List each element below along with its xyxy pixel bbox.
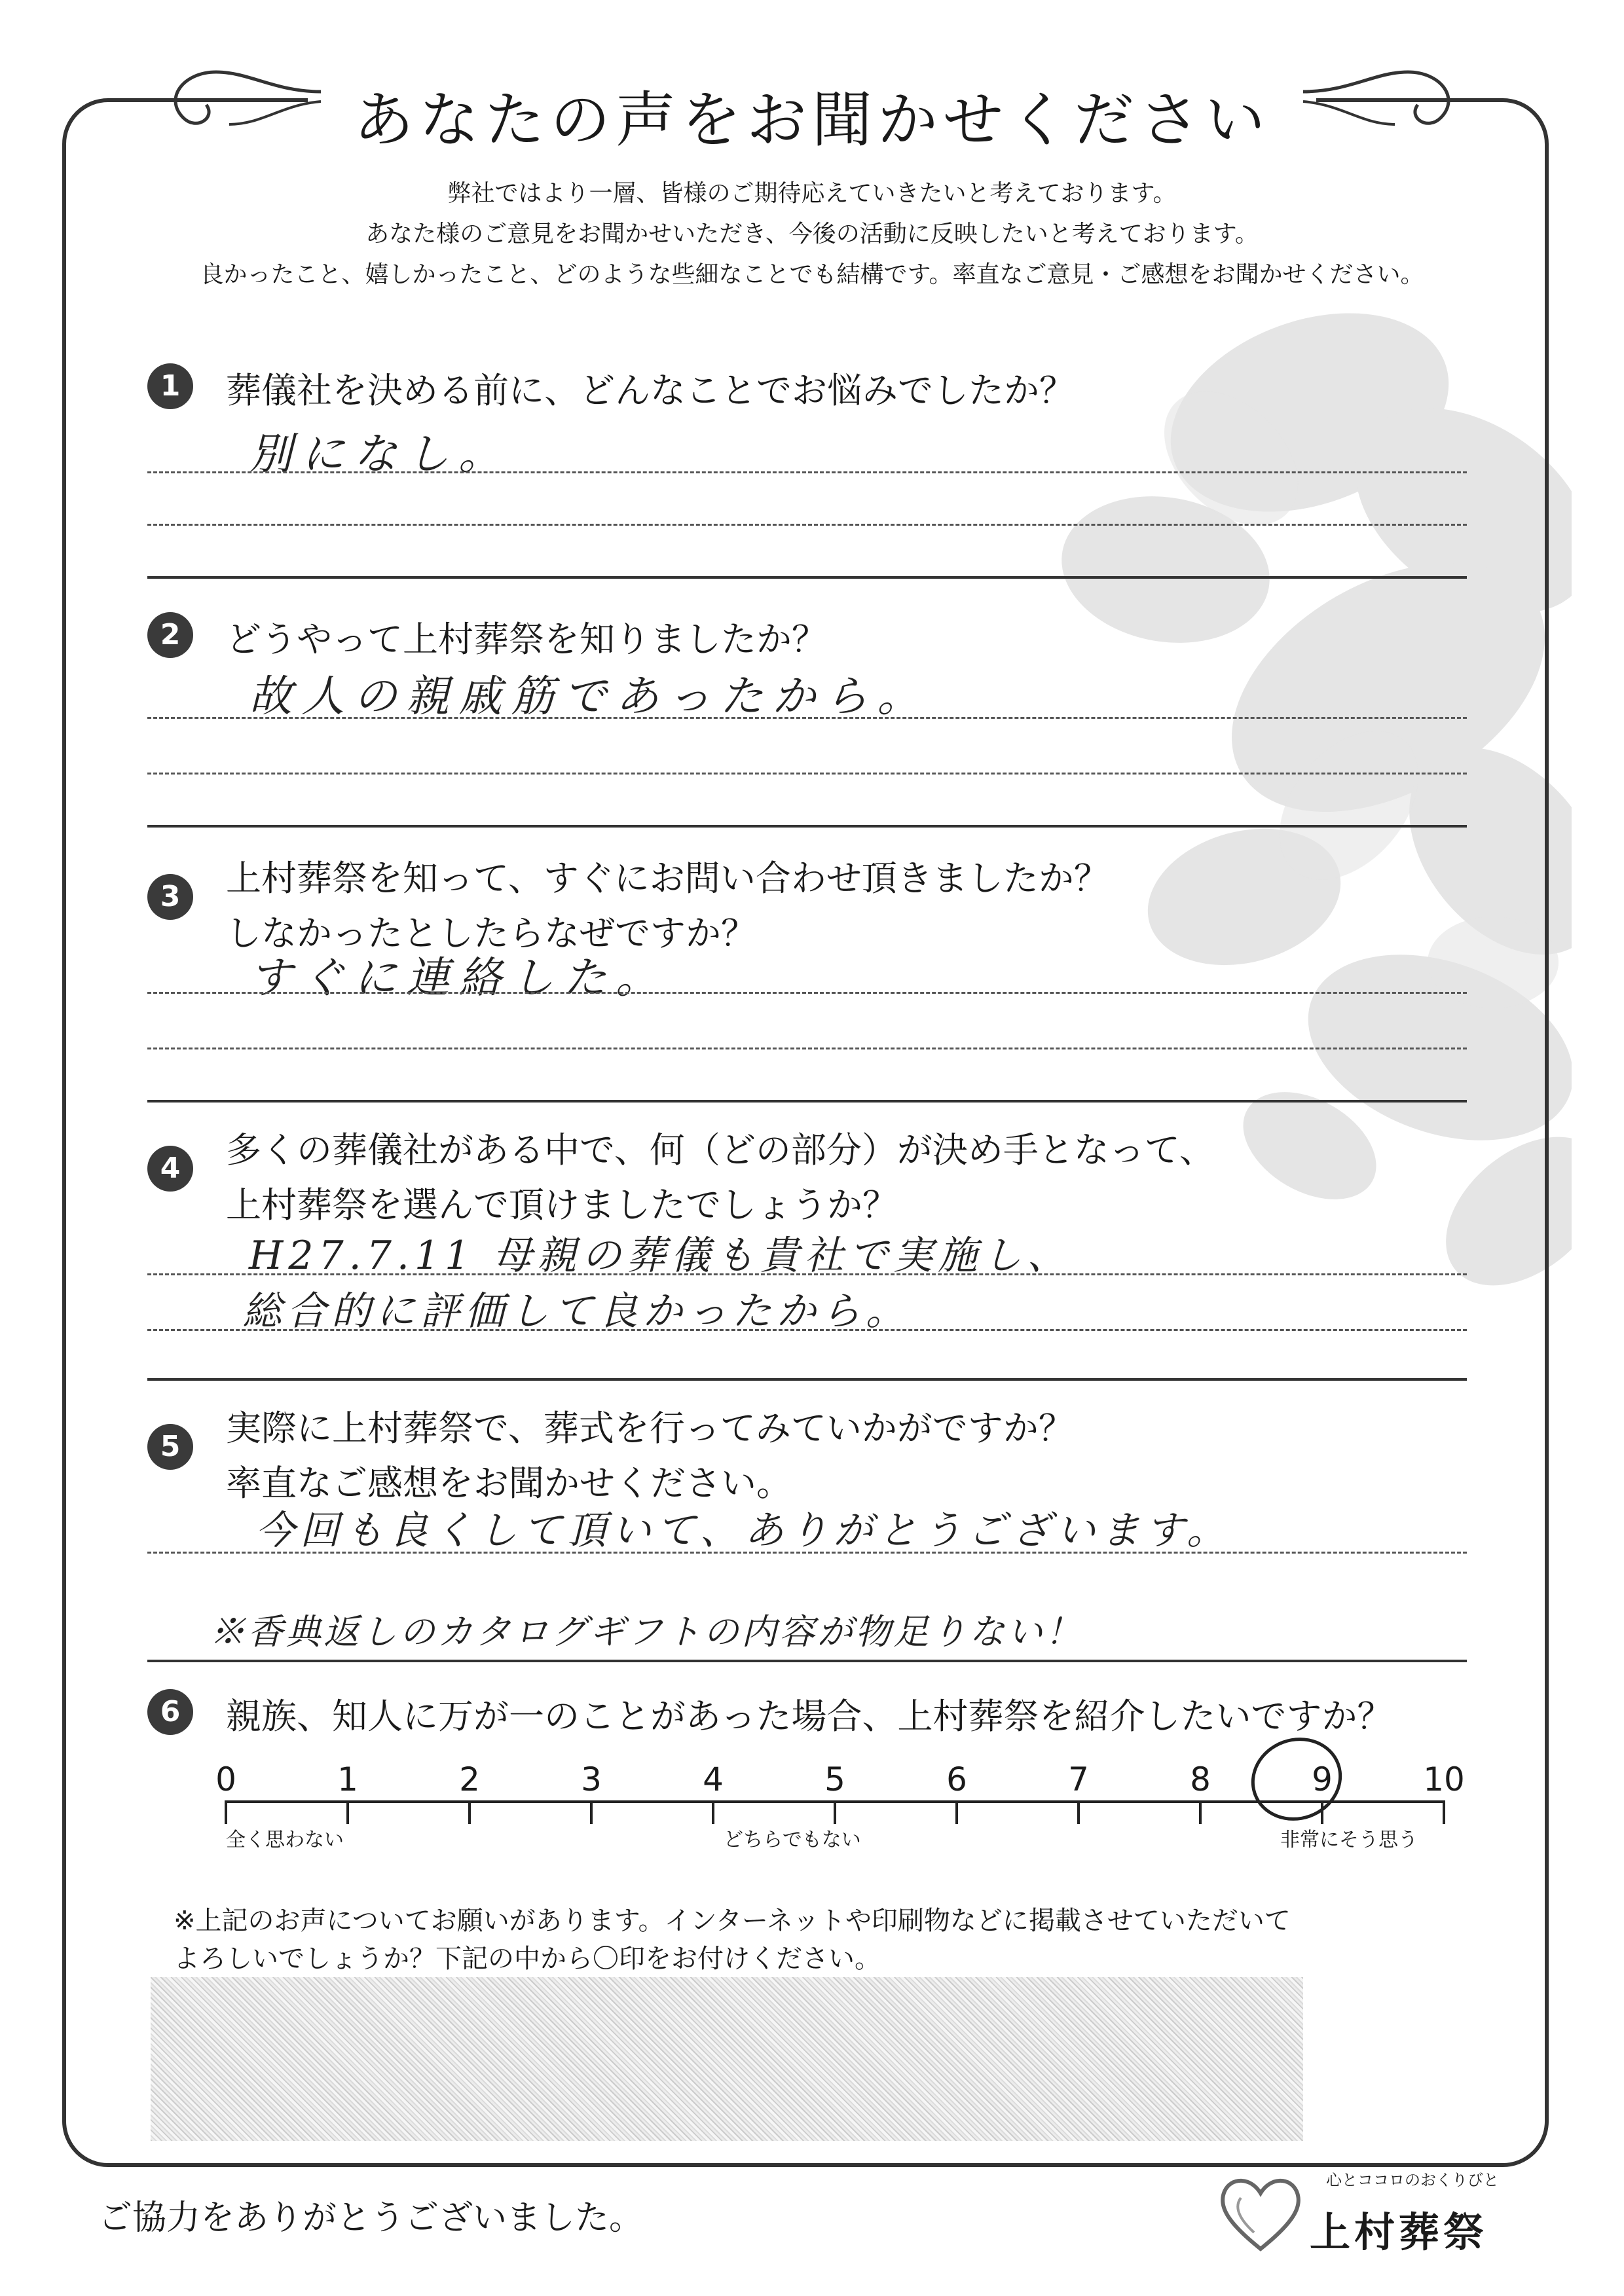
question-number-badge: 3: [147, 874, 193, 920]
rating-tick-6[interactable]: [931, 1761, 983, 1824]
answer-2-line-1: 故人の親戚筋であったから。: [249, 671, 930, 721]
rating-tick-8[interactable]: [1174, 1761, 1227, 1824]
question-number-badge: 4: [147, 1146, 193, 1192]
scale-high-label: 非常にそう思う: [1280, 1829, 1418, 1851]
rating-tick-4[interactable]: [687, 1761, 739, 1824]
rating-label: 10: [1423, 1760, 1465, 1798]
answer-line: [147, 773, 1467, 774]
question-number-badge: 1: [147, 363, 193, 409]
rating-tick-3[interactable]: [565, 1761, 618, 1824]
rating-tick-5[interactable]: [809, 1761, 861, 1824]
rating-tick-0[interactable]: [200, 1761, 252, 1824]
rating-label: 5: [824, 1760, 845, 1798]
rating-label: 8: [1190, 1760, 1211, 1798]
section-divider: [147, 576, 1467, 579]
note-line-1: ※上記のお声についてお願いがあります。インターネットや印刷物などに掲載させていただいて: [174, 1906, 1291, 1936]
question-text-line-1: 多くの葬儀社がある中で、何（どの部分）が決め手となって、: [226, 1129, 1215, 1171]
rating-tick-2[interactable]: [443, 1761, 496, 1824]
answer-line: [147, 1048, 1467, 1049]
rating-label: 1: [337, 1760, 358, 1798]
scale-mid-label: どちらでもない: [724, 1829, 861, 1851]
rating-label: 2: [459, 1760, 480, 1798]
question-text-line-2: 上村葬祭を選んで頂けましたでしょうか？: [226, 1184, 898, 1226]
section-divider: [147, 1378, 1467, 1381]
rating-tick-1[interactable]: [322, 1761, 374, 1824]
question-text: 葬儀社を決める前に、どんなことでお悩みでしたか？: [226, 370, 1075, 411]
question-text-line-1: 実際に上村葬祭で、葬式を行ってみていかがですか？: [226, 1408, 1074, 1449]
question-text-line-2: 率直なご感想をお聞かせください。: [226, 1463, 792, 1504]
rating-label: 3: [581, 1760, 602, 1798]
question-text-line-2: しなかったとしたらなぜですか？: [226, 913, 756, 954]
answer-line: [147, 717, 1467, 719]
publication-consent-note: [174, 1902, 1291, 1978]
section-divider: [147, 1100, 1467, 1102]
question-number-badge: 6: [147, 1689, 193, 1735]
intro-line-1: 弊社ではより一層、皆様のご期待応えていきたいと考えております。: [447, 180, 1177, 207]
answer-line: [147, 1329, 1467, 1331]
answer-3-line-1: すぐに連絡した。: [249, 953, 668, 1003]
section-divider: [147, 825, 1467, 828]
answer-line: [147, 992, 1467, 994]
answer-line: [147, 1552, 1467, 1554]
answer-5-line-2: ※香典返しのカタログギフトの内容が物足りない！: [210, 1611, 1083, 1652]
question-text-line-1: 上村葬祭を知って、すぐにお問い合わせ頂きましたか？: [226, 858, 1109, 899]
heart-logo-icon: [1215, 2170, 1306, 2255]
intro-text: [0, 173, 1624, 295]
question-number-badge: 2: [147, 612, 193, 658]
question-text: どうやって上村葬祭を知りましたか？: [226, 619, 827, 660]
answer-line: [147, 524, 1467, 526]
answer-line: [147, 1273, 1467, 1275]
rating-label: 6: [946, 1760, 967, 1798]
brand-tagline: 心とココロのおくりびと: [1326, 2171, 1499, 2189]
question-number-badge: 5: [147, 1424, 193, 1470]
answer-5-line-1: 今回も良くして頂いて、ありがとうございます。: [255, 1508, 1231, 1554]
answer-4-line-2: 総合的に評価して良かったから。: [242, 1288, 910, 1334]
intro-line-2: あなた様のご意見をお聞かせいただき、今後の活動に反映したいと考えております。: [365, 221, 1259, 247]
intro-line-3: 良かったこと、嬉しかったこと、どのような些細なことでも結構です。率直なご意見・ご感想をお聞かせください。: [200, 261, 1424, 288]
rating-label: 4: [703, 1760, 724, 1798]
brand-name: 上村葬祭: [1310, 2208, 1488, 2256]
scale-low-label: 全く思わない: [226, 1829, 344, 1851]
rating-tick-7[interactable]: [1052, 1761, 1105, 1824]
rating-label: 9: [1312, 1760, 1333, 1798]
answer-line: [147, 471, 1467, 473]
note-line-2: よろしいでしょうか？下記の中から〇印をお付けください。: [174, 1944, 881, 1974]
rating-tick-10[interactable]: [1418, 1761, 1470, 1824]
rating-label: 7: [1068, 1760, 1089, 1798]
thanks-message: ご協力をありがとうございました。: [98, 2198, 644, 2238]
rating-label: 0: [215, 1760, 236, 1798]
answer-1-line-1: 別になし。: [249, 429, 511, 479]
section-divider: [147, 1660, 1467, 1662]
question-text: 親族、知人に万が一のことがあった場合、上村葬祭を紹介したいですか？: [226, 1696, 1393, 1737]
redacted-consent-area: [151, 1977, 1303, 2141]
answer-4-line-1: H27.7.11 母親の葬儀も貴社で実施し、: [249, 1233, 1072, 1279]
page-title: あなたの声をお聞かせください: [353, 85, 1270, 155]
